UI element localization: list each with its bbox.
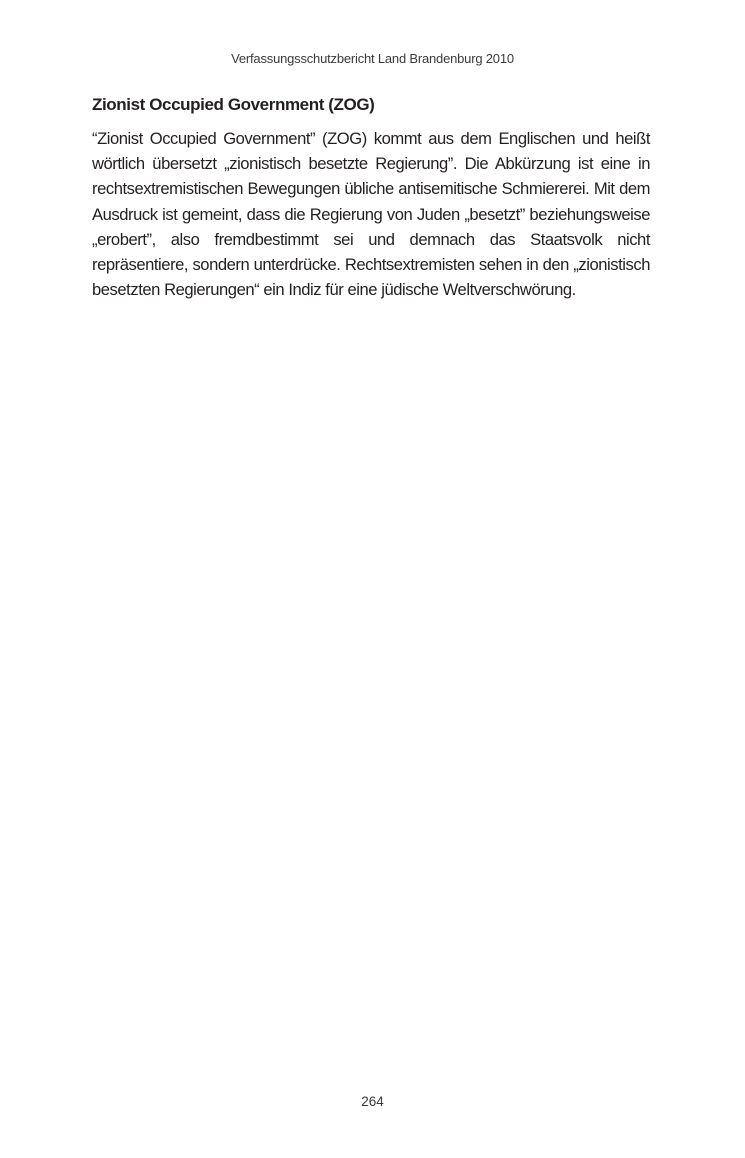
running-header: Verfassungsschutzbericht Land Brandenburg 2010	[231, 51, 514, 66]
section-title: Zionist Occupied Government (ZOG)	[92, 95, 375, 114]
section-body: “Zionist Occupied Government” (ZOG) kommt aus dem Englischen und heißt wörtlich übersetzt „zionistisch besetzte Regierung”. Die Abkürzung ist eine in rechtsextremistischen Bewegungen übliche antisemitische Schmiererei. Mit dem Ausdruck ist gemeint, dass die Regierung von Juden „besetzt” beziehungsweise „erobert”, also fremdbestimmt sei und demnach das Staatsvolk nicht repräsentiere, sondern unterdrücke. Rechtsextremisten sehen in den „zionistisch besetzten Regierungen“ ein Indiz für eine jüdische Weltverschwörung.	[92, 129, 650, 300]
main-content	[92, 93, 650, 302]
page-number: 264	[361, 1094, 384, 1109]
